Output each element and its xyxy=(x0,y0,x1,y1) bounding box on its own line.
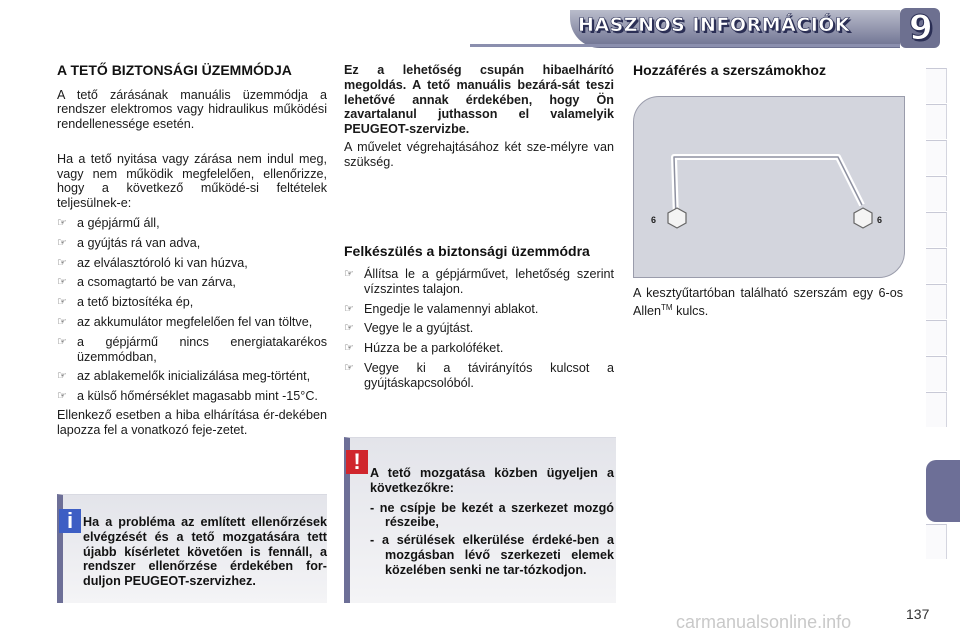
warning-title: A tető mozgatása közben ügyeljen a következőkre: xyxy=(370,466,614,495)
list-item: ☞ a gyújtás rá van adva, xyxy=(57,235,201,250)
list-item: ☞ az akkumulátor megfelelően fel van töltve, xyxy=(57,315,313,330)
chapter-tab[interactable] xyxy=(926,140,947,175)
list-item: ☞ Vegye le a gyújtást. xyxy=(344,321,474,336)
pointer-icon: ☞ xyxy=(57,217,67,230)
list-item: ☞ Vegye ki a távirányítós kulcsot a gyújtáskapcsolóból. xyxy=(344,361,614,390)
chapter-tab[interactable] xyxy=(926,284,947,319)
list-item: ☞ Húzza be a parkolóféket. xyxy=(344,341,504,356)
paragraph: Ha a tető nyitása vagy zárása nem indul meg, vagy nem működik megfelelően, ellenőrizze, hogy a következő működé-si feltételek teljesülnek-e: xyxy=(57,151,327,211)
watermark-url: carmanualsonline.info xyxy=(676,612,852,632)
page-number: 137 xyxy=(906,606,930,622)
pointer-icon: ☞ xyxy=(57,390,67,403)
pointer-icon: ☞ xyxy=(57,316,67,329)
chapter-tab[interactable] xyxy=(926,68,947,103)
column-2 xyxy=(344,63,614,396)
pointer-icon: ☞ xyxy=(344,342,354,355)
info-note xyxy=(57,494,327,603)
section-heading: Hozzáférés a szerszámokhoz xyxy=(633,62,826,78)
column-3 xyxy=(633,63,905,79)
warning-item: - ne csípje be kezét a szerkezet mozgó részeibe, xyxy=(370,500,614,530)
list-item: ☞ a csomagtartó be van zárva, xyxy=(57,275,236,290)
bold-intro: Ez a lehetőség csupán hibaelhárító megoldás. A tető manuális bezárá-sát teszi lehetővé annak érdekében, hogy Ön zavartalanul juthasson el valamelyik PEUGEOT-szervizbe. xyxy=(344,63,614,137)
list-item: ☞ Állítsa le a gépjárművet, lehetőség szerint vízszintes talajon. xyxy=(344,267,614,296)
column-1 xyxy=(57,63,327,438)
info-note-text: Ha a probléma az említett ellenőrzések elvégzését és a tető mozgatására tett újabb kísérletet követően is fennáll, a rendszer ellenőrzése érdekében for-duljon PEUGEOT-szervizhez. xyxy=(83,515,327,589)
paragraph: A tető zárásának manuális üzemmódja a rendszer elektromos vagy hidraulikus működési rendellenessége esetén. xyxy=(57,87,327,132)
section-heading: A TETŐ BIZTONSÁGI ÜZEMMÓDJA xyxy=(57,62,292,78)
pointer-icon: ☞ xyxy=(57,296,67,309)
pointer-icon: ☞ xyxy=(57,236,67,249)
warning-note xyxy=(344,437,616,603)
pointer-icon: ☞ xyxy=(57,276,67,289)
pointer-icon: ☞ xyxy=(344,302,354,315)
pointer-icon: ☞ xyxy=(344,268,354,281)
list-item: ☞ a gépjármű áll, xyxy=(57,216,160,231)
paragraph: Ellenkező esetben a hiba elhárítása ér-dekében lapozza fel a vonatkozó feje-zetet. xyxy=(57,408,327,437)
chapter-tab-active[interactable] xyxy=(926,460,960,522)
figure-label: 6 xyxy=(877,215,883,225)
pointer-icon: ☞ xyxy=(57,256,67,269)
chapter-tab[interactable] xyxy=(926,212,947,247)
pointer-icon: ☞ xyxy=(344,322,354,335)
header-rule xyxy=(470,44,900,47)
figure-caption: A kesztyűtartóban található szerszám egy 6-os Allen™ kulcs. xyxy=(633,286,903,318)
allen-key-figure xyxy=(633,96,905,278)
chapter-tab[interactable] xyxy=(926,392,947,427)
preparation-list xyxy=(344,267,614,391)
chapter-tab[interactable] xyxy=(926,356,947,391)
info-icon: i xyxy=(59,509,81,533)
chapter-tab[interactable] xyxy=(926,524,947,559)
pointer-icon: ☞ xyxy=(57,335,67,348)
chapter-number: 9 xyxy=(909,8,933,48)
warning-icon: ! xyxy=(346,450,368,474)
hex-nut-left xyxy=(668,208,686,228)
list-item: ☞ a tető biztosítéka ép, xyxy=(57,295,194,310)
condition-list xyxy=(57,216,327,404)
warning-item: - a sérülések elkerülése érdeké-ben a mozgásban lévő szerkezeti elemek közelében senki ne tar-tózkodjon. xyxy=(370,533,614,577)
list-item: ☞ az elválasztóroló ki van húzva, xyxy=(57,255,248,270)
list-item: ☞ Engedje le valamennyi ablakot. xyxy=(344,301,539,316)
chapter-tab[interactable] xyxy=(926,248,947,283)
paragraph: A művelet végrehajtásához két sze-mélyre van szükség. xyxy=(344,139,614,169)
list-item: ☞ a külső hőmérséklet magasabb mint -15°C. xyxy=(57,389,318,404)
allen-key-drawing xyxy=(634,97,904,277)
chapter-tab[interactable] xyxy=(926,320,947,355)
pointer-icon: ☞ xyxy=(344,362,354,375)
list-item: ☞ a gépjármű nincs energiatakarékos üzemmódban, xyxy=(57,334,327,364)
page-title: HASZNOS INFORMÁCIÓK xyxy=(578,14,851,36)
section-heading: Felkészülés a biztonsági üzemmódra xyxy=(344,242,590,259)
hex-nut-right xyxy=(854,208,872,228)
chapter-tab[interactable] xyxy=(926,176,947,211)
list-item: ☞ az ablakemelők inicializálása meg-történt, xyxy=(57,369,311,384)
pointer-icon: ☞ xyxy=(57,370,67,383)
figure-label: 6 xyxy=(651,215,657,225)
chapter-tab[interactable] xyxy=(926,104,947,139)
